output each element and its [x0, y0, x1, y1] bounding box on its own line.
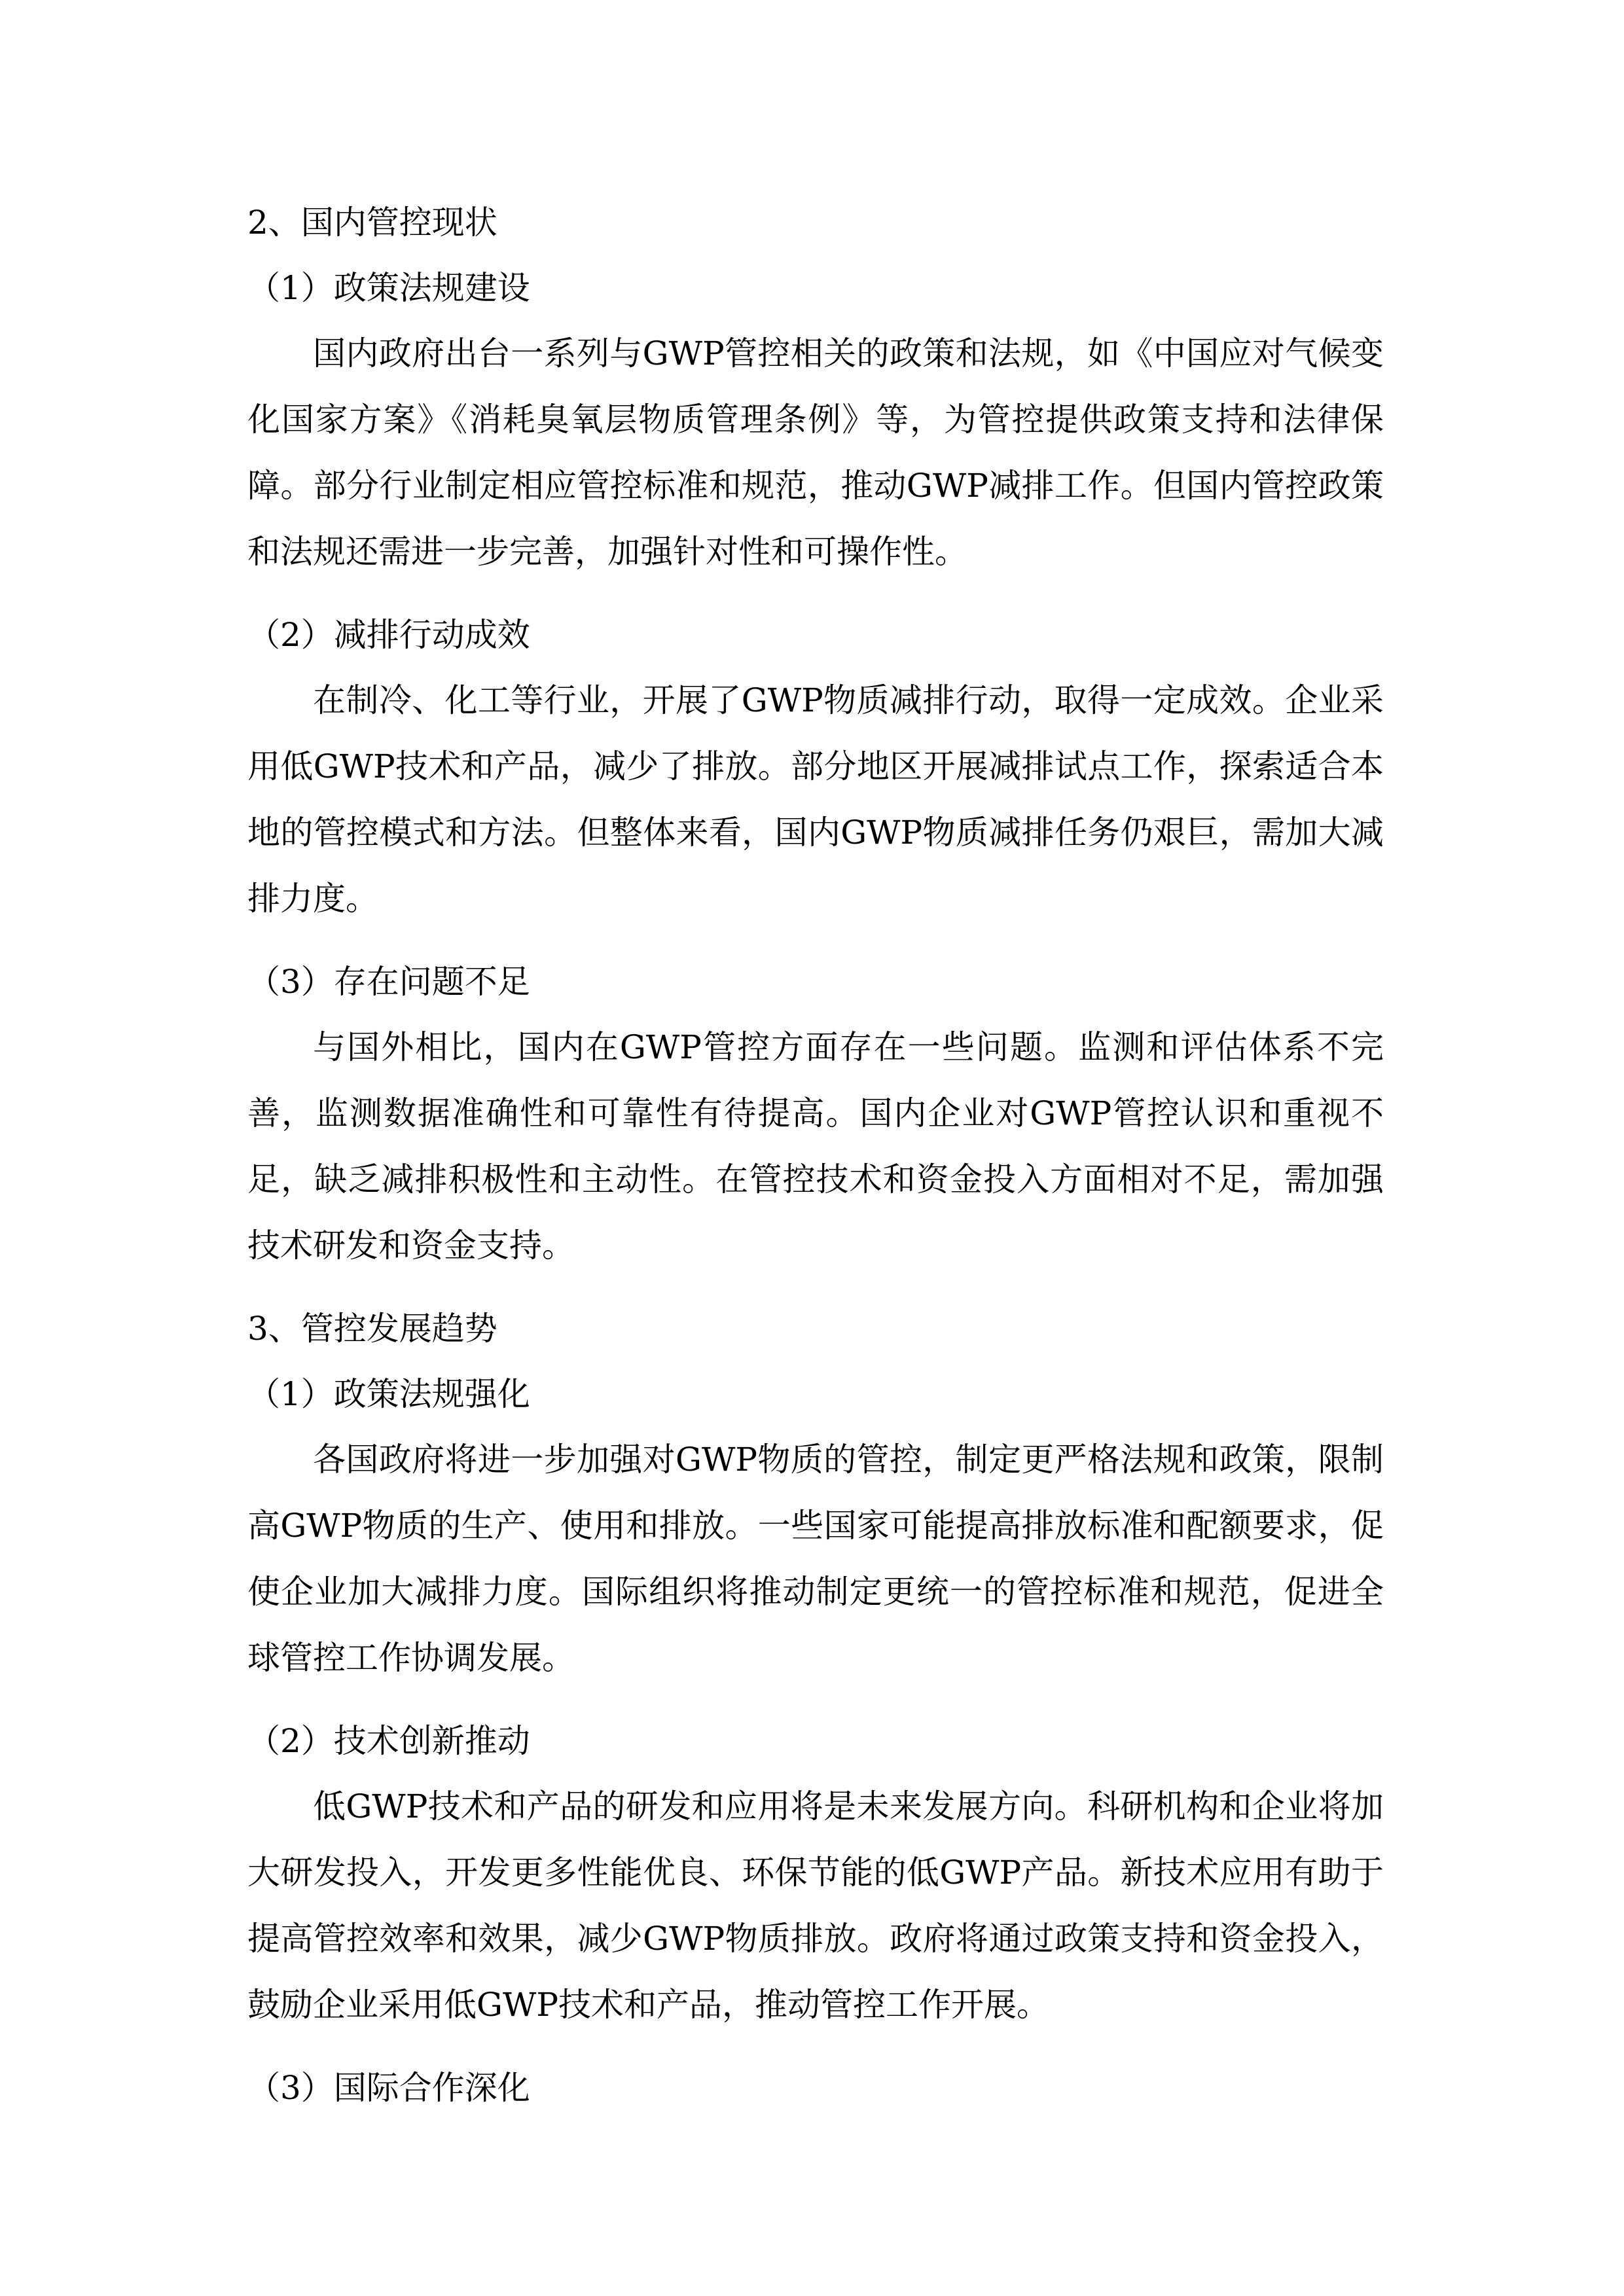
document-body	[247, 190, 1384, 2121]
subsection-title-international-cooperation: （3）国际合作深化	[247, 2069, 530, 2107]
subsection-title-problems: （3）存在问题不足	[247, 963, 530, 1001]
subsection-title-emission-reduction: （2）减排行动成效	[247, 616, 530, 654]
section-heading-development-trend: 3、管控发展趋势	[247, 1310, 497, 1348]
subsection-title-policy-regulation: （1）政策法规建设	[247, 269, 530, 307]
spacer	[247, 1279, 1384, 1296]
section-heading-domestic-status: 2、国内管控现状	[247, 204, 497, 242]
paragraph-problems: 与国外相比，国内在GWP管控方面存在一些问题。监测和评估体系不完善，监测数据准确性和可靠性有待提高。国内企业对GWP管控认识和重视不足，缺乏减排积极性和主动性。在管控技术和资金投入方面相对不足，需加强技术研发和资金支持。	[247, 1028, 1384, 1265]
spacer	[247, 2038, 1384, 2055]
paragraph-policy-strengthening: 各国政府将进一步加强对GWP物质的管控，制定更严格法规和政策，限制高GWP物质的生产、使用和排放。一些国家可能提高排放标准和配额要求，促使企业加大减排力度。国际组织将推动制定更统一的管控标准和规范，促进全球管控工作协调发展。	[247, 1441, 1384, 1677]
subsection-title-policy-strengthening: （1）政策法规强化	[247, 1375, 530, 1413]
paragraph-tech-innovation: 低GWP技术和产品的研发和应用将是未来发展方向。科研机构和企业将加大研发投入，开发更多性能优良、环保节能的低GWP产品。新技术应用有助于提高管控效率和效果，减少GWP物质排放。政府将通过政策支持和资金投入，鼓励企业采用低GWP技术和产品，推动管控工作开展。	[247, 1787, 1384, 2024]
subsection-title-tech-innovation: （2）技术创新推动	[247, 1722, 530, 1760]
paragraph-emission-reduction: 在制冷、化工等行业，开展了GWP物质减排行动，取得一定成效。企业采用低GWP技术和产品，减少了排放。部分地区开展减排试点工作，探索适合本地的管控模式和方法。但整体来看，国内GWP物质减排任务仍艰巨，需加大减排力度。	[247, 681, 1384, 918]
paragraph-policy-regulation: 国内政府出台一系列与GWP管控相关的政策和法规，如《中国应对气候变化国家方案》《消耗臭氧层物质管理条例》等，为管控提供政策支持和法律保障。部分行业制定相应管控标准和规范，推动GWP减排工作。但国内管控政策和法规还需进一步完善，加强针对性和可操作性。	[247, 334, 1384, 571]
spacer	[247, 1691, 1384, 1708]
spacer	[247, 932, 1384, 949]
spacer	[247, 585, 1384, 602]
